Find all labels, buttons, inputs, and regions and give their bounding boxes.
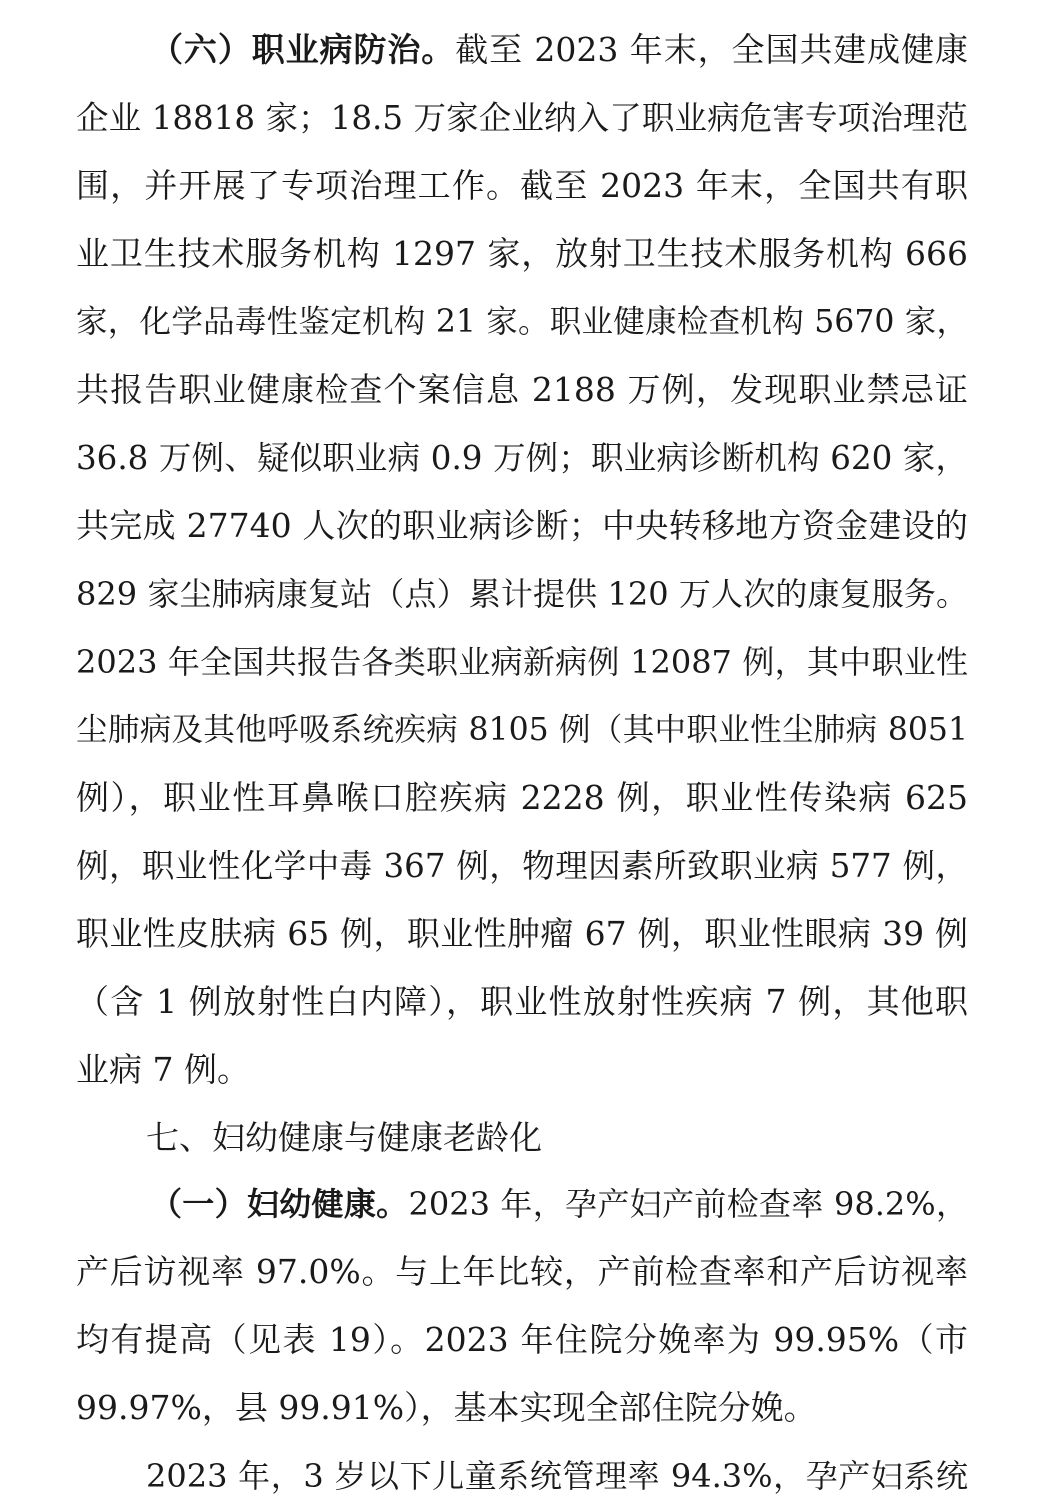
paragraph-occupational-line-16: 业病 7 例。 — [76, 1050, 250, 1089]
subheading-occupational-disease: （六）职业病防治。 — [150, 30, 456, 69]
paragraph-occupational-line-13: 例，职业性化学中毒 367 例，物理因素所致职业病 577 例， — [76, 847, 968, 885]
paragraph-occupational-line-4: 业卫生技术服务机构 1297 家，放射卫生技术服务机构 666 — [76, 234, 968, 273]
paragraph-occupational-line-1 — [150, 30, 968, 70]
paragraph-maternal-line-3: 均有提高（见表 19）。2023 年住院分娩率为 99.95%（市 — [76, 1320, 968, 1359]
subheading-maternal-child-health: （一）妇幼健康。 — [150, 1185, 409, 1223]
paragraph-occupational-line-15: （含 1 例放射性白内障），职业性放射性疾病 7 例，其他职 — [76, 982, 968, 1021]
paragraph-occupational-line-2: 企业 18818 家；18.5 万家企业纳入了职业病危害专项治理范 — [76, 99, 968, 137]
paragraph-occupational-line-3: 围，并开展了专项治理工作。截至 2023 年末，全国共有职 — [76, 166, 968, 205]
paragraph-occupational-line-14: 职业性皮肤病 65 例，职业性肿瘤 67 例，职业性眼病 39 例 — [76, 914, 968, 953]
text-span: 2023 年，孕产妇产前检查率 98.2%， — [408, 1185, 968, 1223]
paragraph-occupational-line-7: 36.8 万例、疑似职业病 0.9 万例；职业病诊断机构 620 家， — [76, 439, 968, 477]
paragraph-occupational-line-6: 共报告职业健康检查个案信息 2188 万例，发现职业禁忌证 — [76, 370, 968, 409]
paragraph-maternal-line-1 — [150, 1184, 968, 1224]
section-heading-maternal-child-aging: 七、妇幼健康与健康老龄化 — [146, 1118, 542, 1157]
paragraph-occupational-line-12: 例），职业性耳鼻喉口腔疾病 2228 例，职业性传染病 625 — [76, 778, 968, 817]
text-span: 截至 2023 年末，全国共建成健康 — [455, 30, 969, 69]
paragraph-child-management-line-1: 2023 年，3 岁以下儿童系统管理率 94.3%，孕产妇系统 — [146, 1457, 968, 1495]
paragraph-maternal-line-4: 99.97%，县 99.91%），基本实现全部住院分娩。 — [76, 1388, 817, 1427]
paragraph-maternal-line-2: 产后访视率 97.0%。与上年比较，产前检查率和产后访视率 — [76, 1252, 968, 1291]
paragraph-occupational-line-9: 829 家尘肺病康复站（点）累计提供 120 万人次的康复服务。 — [76, 575, 968, 613]
paragraph-occupational-line-8: 共完成 27740 人次的职业病诊断；中央转移地方资金建设的 — [76, 506, 968, 545]
paragraph-occupational-line-11: 尘肺病及其他呼吸系统疾病 8105 例（其中职业性尘肺病 8051 — [76, 712, 968, 748]
paragraph-occupational-line-10: 2023 年全国共报告各类职业病新病例 12087 例，其中职业性 — [76, 643, 968, 681]
paragraph-occupational-line-5: 家，化学品毒性鉴定机构 21 家。职业健康检查机构 5670 家， — [76, 304, 968, 340]
